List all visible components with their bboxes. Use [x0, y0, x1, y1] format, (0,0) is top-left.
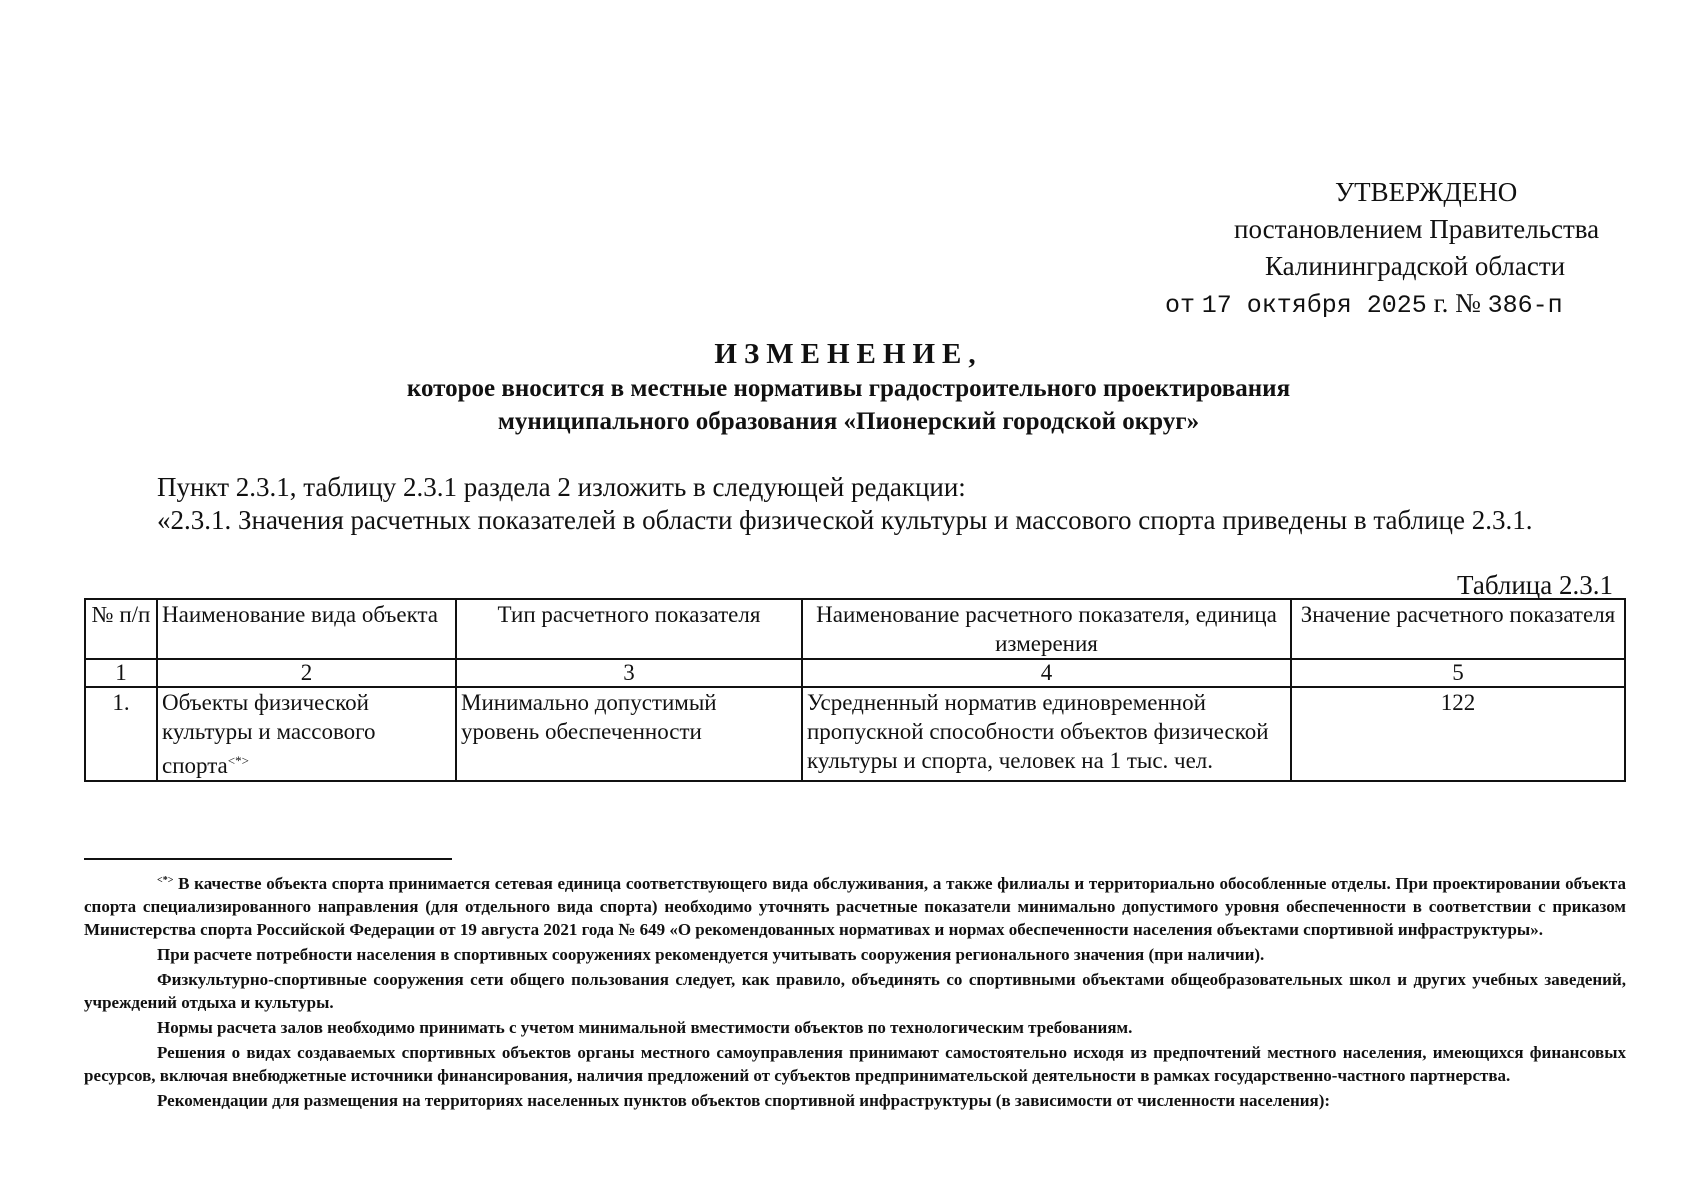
approval-line-1: постановлением Правительства: [1234, 214, 1600, 244]
footnote-5: Решения о видах создаваемых спортивных объектов органы местного самоуправления принимают самостоятельно исходя из предпочтений местного населения, имеющихся финансовых ресурсов, включая внебюджетные источники финансирования, наличия предложений от субъектов предпринимательской деятельности в рамках государственно-частного партнерства.: [84, 1043, 1626, 1085]
approval-number: 386-п: [1487, 291, 1563, 320]
row-indicator: Усредненный норматив единовременной пропускной способности объектов физической культуры и спорта, человек на 1 тыс. чел.: [802, 687, 1291, 781]
row-object-text: Объекты физической культуры и массового спорта: [162, 690, 376, 778]
approval-date-prefix: от: [1165, 291, 1196, 320]
footnote-2: При расчете потребности населения в спортивных сооружениях рекомендуется учитывать сооружения регионального значения (при наличии).: [157, 945, 1265, 964]
intro-line-2: «2.3.1. Значения расчетных показателей в области физической культуры и массового спорта приведены в таблице 2.3.1.: [157, 505, 1533, 535]
heading-title: ИЗМЕНЕНИЕ,: [714, 338, 983, 370]
table-row: [85, 687, 1625, 781]
heading-line-2: муниципального образования «Пионерский городской округ»: [497, 408, 1200, 435]
row-num: 1.: [85, 687, 157, 781]
footnote-3: Физкультурно-спортивные сооружения сети общего пользования следует, как правило, объединять со спортивными объектами общеобразовательных школ и других учебных заведений, учреждений отдыха и культуры.: [84, 970, 1626, 1012]
intro-line-1: Пункт 2.3.1, таблицу 2.3.1 раздела 2 изложить в следующей редакции:: [157, 472, 966, 502]
approval-date-line: [1165, 284, 1563, 325]
footnote-divider: [84, 858, 452, 860]
row-object: [157, 687, 456, 781]
approval-date: 17 октября 2025: [1201, 291, 1427, 320]
header-object: Наименование вида объекта: [157, 599, 456, 659]
approval-date-suffix: г. №: [1433, 288, 1481, 318]
row-value: 122: [1291, 687, 1625, 781]
document-heading: [0, 336, 1697, 438]
approval-line-2: Калининградской области: [1265, 251, 1566, 281]
approval-title: УТВЕРЖДЕНО: [1335, 177, 1518, 207]
header-indicator: Наименование расчетного показателя, единица измерения: [802, 599, 1291, 659]
column-number: 4: [802, 659, 1291, 687]
table-header-row: [85, 599, 1625, 659]
row-type: Минимально допустимый уровень обеспеченности: [456, 687, 802, 781]
footnote-6: Рекомендации для размещения на территориях населенных пунктов объектов спортивной инфраструктуры (в зависимости от численности населения):: [157, 1091, 1331, 1110]
table-column-numbers: [85, 659, 1625, 687]
footnote-1-marker: <*>: [157, 875, 174, 886]
heading-line-1: которое вносится в местные нормативы градостроительного проектирования: [406, 375, 1291, 402]
footnote-1: [84, 869, 1626, 941]
table-caption: Таблица 2.3.1: [1457, 570, 1613, 600]
footnote-marker: <*>: [227, 753, 249, 768]
column-number: 3: [456, 659, 802, 687]
header-num: № п/п: [85, 599, 157, 659]
column-number: 2: [157, 659, 456, 687]
footnote-1-text: В качестве объекта спорта принимается сетевая единица соответствующего вида обслуживания, а также филиалы и территориально обособленные отделы. При проектировании объекта спорта специализированного направления (для отдельного вида спорта) необходимо уточнять расчетные показатели минимально допустимого уровня обеспеченности в соответствии с приказом Министерства спорта Российской Федерации от 19 августа 2021 года № 649 «О рекомендованных нормативах и нормах обеспеченности населения объектами спортивной инфраструктуры».: [84, 874, 1627, 939]
column-number: 1: [85, 659, 157, 687]
column-number: 5: [1291, 659, 1625, 687]
header-type: Тип расчетного показателя: [456, 599, 802, 659]
header-value: Значение расчетного показателя: [1291, 599, 1625, 659]
indicators-table: [84, 598, 1626, 782]
footnote-4: Нормы расчета залов необходимо принимать с учетом минимальной вместимости объектов по технологическим требованиям.: [157, 1018, 1133, 1037]
footnotes: [84, 869, 1626, 1114]
